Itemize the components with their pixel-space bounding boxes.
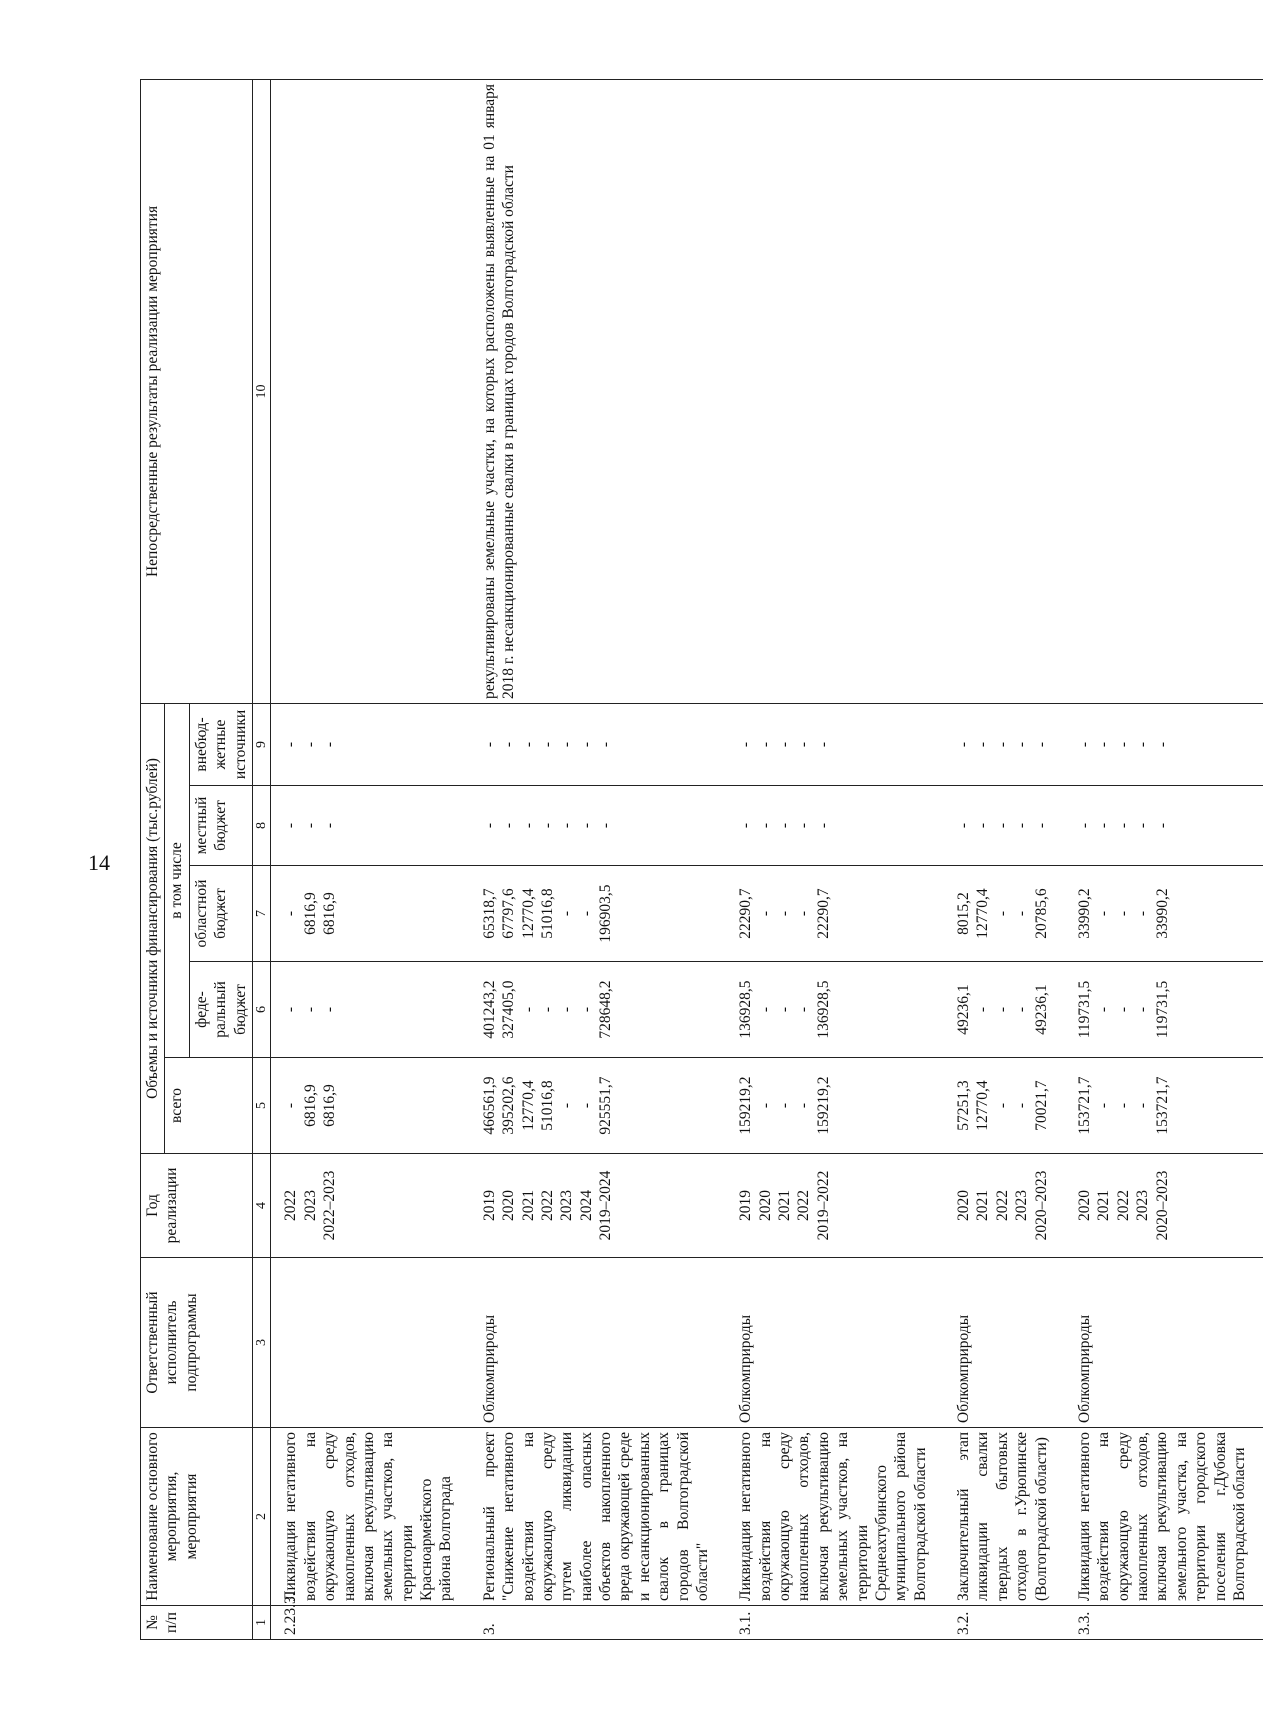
years-value: 2022–2023 [321,1170,339,1241]
total-value: - [1013,1102,1031,1109]
total-value: 395202,6 [500,1076,518,1135]
row-loc [726,786,944,866]
col-number: 2 [252,1428,271,1606]
years-value: 2020 [1075,1190,1093,1221]
ext-value: - [955,741,972,748]
loc-value: - [1114,822,1132,829]
row-ext [271,703,470,785]
reg-value: 67797,6 [500,888,518,939]
years-value: 2021 [974,1190,992,1221]
fed-value: 49236,1 [955,984,972,1035]
ext-value: - [1013,741,1031,748]
program-table [140,79,1263,1640]
reg-value: 33990,2 [1075,888,1093,939]
total-value: 57251,3 [955,1080,972,1131]
loc-value: - [1134,822,1152,829]
row-number: 3.3. [1065,1606,1263,1640]
table-row [470,79,727,1639]
reg-value: - [558,910,576,917]
reg-value: 12770,4 [519,888,537,939]
row-ext [470,703,727,785]
total-value: 159219,2 [814,1076,832,1135]
row-loc [271,786,470,866]
fed-value: - [993,1006,1011,1013]
fed-value: - [519,1006,537,1013]
row-years [1065,1154,1263,1258]
row-ext [726,703,944,785]
reg-value: - [1114,910,1132,917]
reg-value: 33990,2 [1153,888,1171,939]
row-fed [944,962,1065,1058]
loc-value: - [737,822,755,829]
years-value: 2019–2024 [597,1170,615,1241]
ext-value: - [1153,741,1171,748]
col-number: 8 [252,786,271,866]
loc-value: - [500,822,518,829]
total-value: 12770,4 [974,1080,992,1131]
header-federal: феде-ральный бюджет [189,962,252,1058]
total-value: 153721,7 [1075,1076,1093,1135]
loc-value: - [795,822,813,829]
row-reg [470,866,727,962]
row-executor: Облкомприроды [1065,1258,1263,1428]
fed-value: - [1114,1006,1132,1013]
ext-value: - [597,741,615,748]
years-value: 2022 [538,1190,556,1221]
total-value: 153721,7 [1153,1076,1171,1135]
years-value: 2022 [1114,1190,1132,1221]
years-value: 2020 [955,1190,972,1221]
loc-value: - [814,822,832,829]
ext-value: - [1032,741,1050,748]
reg-value: 22290,7 [737,888,755,939]
col-number: 3 [252,1258,271,1428]
reg-value: 6816,9 [301,892,319,935]
col-number: 4 [252,1154,271,1258]
years-value: 2019 [737,1190,755,1221]
total-value: - [993,1102,1011,1109]
fed-value: 119731,5 [1075,980,1093,1039]
table-row [1065,79,1263,1639]
col-number: 7 [252,866,271,962]
ext-value: - [756,741,774,748]
row-total [470,1058,727,1154]
total-value: 70021,7 [1032,1080,1050,1131]
fed-value: 327405,0 [500,980,518,1039]
col-number: 10 [252,79,271,703]
ext-value: - [321,741,339,748]
years-value: 2020 [756,1190,774,1221]
row-loc [470,786,727,866]
reg-value: 65318,7 [480,888,498,939]
fed-value: 119731,5 [1153,980,1171,1039]
row-result [271,79,470,703]
ext-value: - [282,741,300,748]
ext-value: - [1075,741,1093,748]
years-value: 2019 [480,1190,498,1221]
column-number-row [252,79,271,1639]
row-number: 3. [470,1606,727,1640]
header-financing-group: Объемы и источники финансирования (тыс.рублей) [141,703,165,1153]
loc-value: - [756,822,774,829]
row-result [944,79,1065,703]
fed-value: - [795,1006,813,1013]
table-body [271,79,1263,1639]
years-value: 2022 [993,1190,1011,1221]
fed-value: - [756,1006,774,1013]
fed-value: 728648,2 [597,980,615,1039]
years-value: 2023 [1013,1190,1031,1221]
row-ext [944,703,1065,785]
reg-value: 8015,2 [955,892,972,935]
ext-value: - [776,741,794,748]
loc-value: - [538,822,556,829]
ext-value: - [301,741,319,748]
total-value: - [1095,1102,1113,1109]
row-executor: Облкомприроды [726,1258,944,1428]
total-value: - [795,1102,813,1109]
header-regional: областной бюджет [189,866,252,962]
header-executor: Ответственный исполнитель подпрограммы [141,1258,253,1428]
row-ext [1065,703,1263,785]
loc-value: - [597,822,615,829]
row-reg [726,866,944,962]
header-total: всего [165,1058,253,1154]
ext-value: - [1114,741,1132,748]
loc-value: - [519,822,537,829]
loc-value: - [1153,822,1171,829]
row-name: Заключительный этап ликвидации свалки твердых бытовых отходов в г.Урюпинске (Волгоградской области) [944,1428,1065,1606]
row-total [944,1058,1065,1154]
row-executor: Облкомприроды [944,1258,1065,1428]
years-value: 2022 [282,1190,300,1221]
table-row [944,79,1065,1639]
years-value: 2020 [500,1190,518,1221]
loc-value: - [1075,822,1093,829]
total-value: - [756,1102,774,1109]
reg-value: - [756,910,774,917]
loc-value: - [974,822,992,829]
years-value: 2020–2023 [1032,1170,1050,1241]
fed-value: - [321,1006,339,1013]
years-value: 2023 [1134,1190,1152,1221]
fed-value: 136928,5 [814,980,832,1039]
years-value: 2023 [558,1190,576,1221]
loc-value: - [321,822,339,829]
total-value: 12770,4 [519,1080,537,1131]
years-value: 2021 [1095,1190,1113,1221]
row-years [271,1154,470,1258]
years-value: 2019–2022 [814,1170,832,1241]
row-loc [1065,786,1263,866]
fed-value: - [1134,1006,1152,1013]
row-years [726,1154,944,1258]
page-number: 14 [88,850,110,875]
ext-value: - [993,741,1011,748]
total-value: 925551,7 [597,1076,615,1135]
row-loc [944,786,1065,866]
total-value: 159219,2 [737,1076,755,1135]
header-year: Год реализации [141,1154,253,1258]
row-total [271,1058,470,1154]
loc-value: - [1095,822,1113,829]
loc-value: - [955,822,972,829]
fed-value: - [776,1006,794,1013]
header-name: Наименование основного мероприятия, мероприятия [141,1428,253,1606]
ext-value: - [1095,741,1113,748]
ext-value: - [577,741,595,748]
fed-value: - [282,1006,300,1013]
total-value: - [1114,1102,1132,1109]
ext-value: - [538,741,556,748]
years-value: 2024 [577,1190,595,1221]
table-row [726,79,944,1639]
years-value: 2021 [776,1190,794,1221]
row-name: Ликвидация негативного воздействия на окружающую среду накопленных отходов, включая рекультивацию земельных участков, на территории Красноармейского района Волгограда [271,1428,470,1606]
fed-value: - [558,1006,576,1013]
reg-value: - [993,910,1011,917]
row-total [1065,1058,1263,1154]
reg-value: - [795,910,813,917]
reg-value: - [1013,910,1031,917]
ext-value: - [1134,741,1152,748]
ext-value: - [500,741,518,748]
total-value: - [577,1102,595,1109]
years-value: 2020–2023 [1153,1170,1171,1241]
table-row [271,79,470,1639]
header-num: № п/п [141,1606,253,1640]
row-result: рекультивированы земельные участки, на которых расположены выявленные на 01 января 2018 г. несанкционированные свалки в границах городов Волгоградской области [470,79,727,703]
row-executor [271,1258,470,1428]
reg-value: 51016,8 [538,888,556,939]
reg-value: - [1134,910,1152,917]
fed-value: - [974,1006,992,1013]
fed-value: - [538,1006,556,1013]
fed-value: 136928,5 [737,980,755,1039]
reg-value: - [1095,910,1113,917]
row-fed [726,962,944,1058]
reg-value: 20785,6 [1032,888,1050,939]
total-value: 466561,9 [480,1076,498,1135]
row-fed [1065,962,1263,1058]
reg-value: - [282,910,300,917]
ext-value: - [558,741,576,748]
row-name: Региональный проект "Снижение негативного воздействия на окружающую среду путем ликвидации наиболее опасных объектов накопленного вреда окружающей среде и несанкционированных свалок в границах городов Волгоградской области" [470,1428,727,1606]
row-name: Ликвидация негативного воздействия на окружающую среду накопленных отходов, включая рекультивацию земельного участка, на территории городского поселения г.Дубовка Волгоградской области [1065,1428,1263,1606]
row-years [944,1154,1065,1258]
rotated-page-content [140,80,1248,1640]
row-reg [1065,866,1263,962]
row-total [726,1058,944,1154]
total-value: - [282,1102,300,1109]
ext-value: - [519,741,537,748]
reg-value: - [577,910,595,917]
header-subgroup: в том числе [165,703,189,1057]
row-fed [470,962,727,1058]
reg-value: 6816,9 [321,892,339,935]
total-value: - [776,1102,794,1109]
fed-value: - [577,1006,595,1013]
loc-value: - [577,822,595,829]
fed-value: - [1013,1006,1031,1013]
header-results: Непосредственные результаты реализации мероприятия [141,79,253,703]
col-number: 9 [252,703,271,785]
total-value: - [558,1102,576,1109]
years-value: 2021 [519,1190,537,1221]
total-value: 6816,9 [321,1084,339,1127]
reg-value: 22290,7 [814,888,832,939]
row-result [726,79,944,703]
fed-value: 401243,2 [480,980,498,1039]
ext-value: - [795,741,813,748]
row-number: 3.2. [944,1606,1065,1640]
loc-value: - [1013,822,1031,829]
row-result [1065,79,1263,703]
ext-value: - [814,741,832,748]
header-extrabudget: внебюд-жетные источники [189,703,252,785]
loc-value: - [301,822,319,829]
fed-value: 49236,1 [1032,984,1050,1035]
ext-value: - [974,741,992,748]
row-number: 3.1. [726,1606,944,1640]
loc-value: - [776,822,794,829]
loc-value: - [282,822,300,829]
reg-value: 196903,5 [597,884,615,943]
row-name: Ликвидация негативного воздействия на окружающую среду накопленных отходов, включая рекультивацию земельных участков, на территории Среднеахтубинского муниципального района Волгоградской области [726,1428,944,1606]
total-value: - [1134,1102,1152,1109]
col-number: 1 [252,1606,271,1640]
loc-value: - [993,822,1011,829]
row-reg [944,866,1065,962]
total-value: 6816,9 [301,1084,319,1127]
row-years [470,1154,727,1258]
row-fed [271,962,470,1058]
ext-value: - [480,741,498,748]
loc-value: - [1032,822,1050,829]
header-local: местный бюджет [189,786,252,866]
col-number: 5 [252,1058,271,1154]
fed-value: - [1095,1006,1113,1013]
years-value: 2022 [795,1190,813,1221]
col-number: 6 [252,962,271,1058]
loc-value: - [480,822,498,829]
fed-value: - [301,1006,319,1013]
reg-value: 12770,4 [974,888,992,939]
row-reg [271,866,470,962]
row-executor: Облкомприроды [470,1258,727,1428]
ext-value: - [737,741,755,748]
loc-value: - [558,822,576,829]
reg-value: - [776,910,794,917]
years-value: 2023 [301,1190,319,1221]
row-number: 2.23.3. [271,1606,470,1640]
total-value: 51016,8 [538,1080,556,1131]
